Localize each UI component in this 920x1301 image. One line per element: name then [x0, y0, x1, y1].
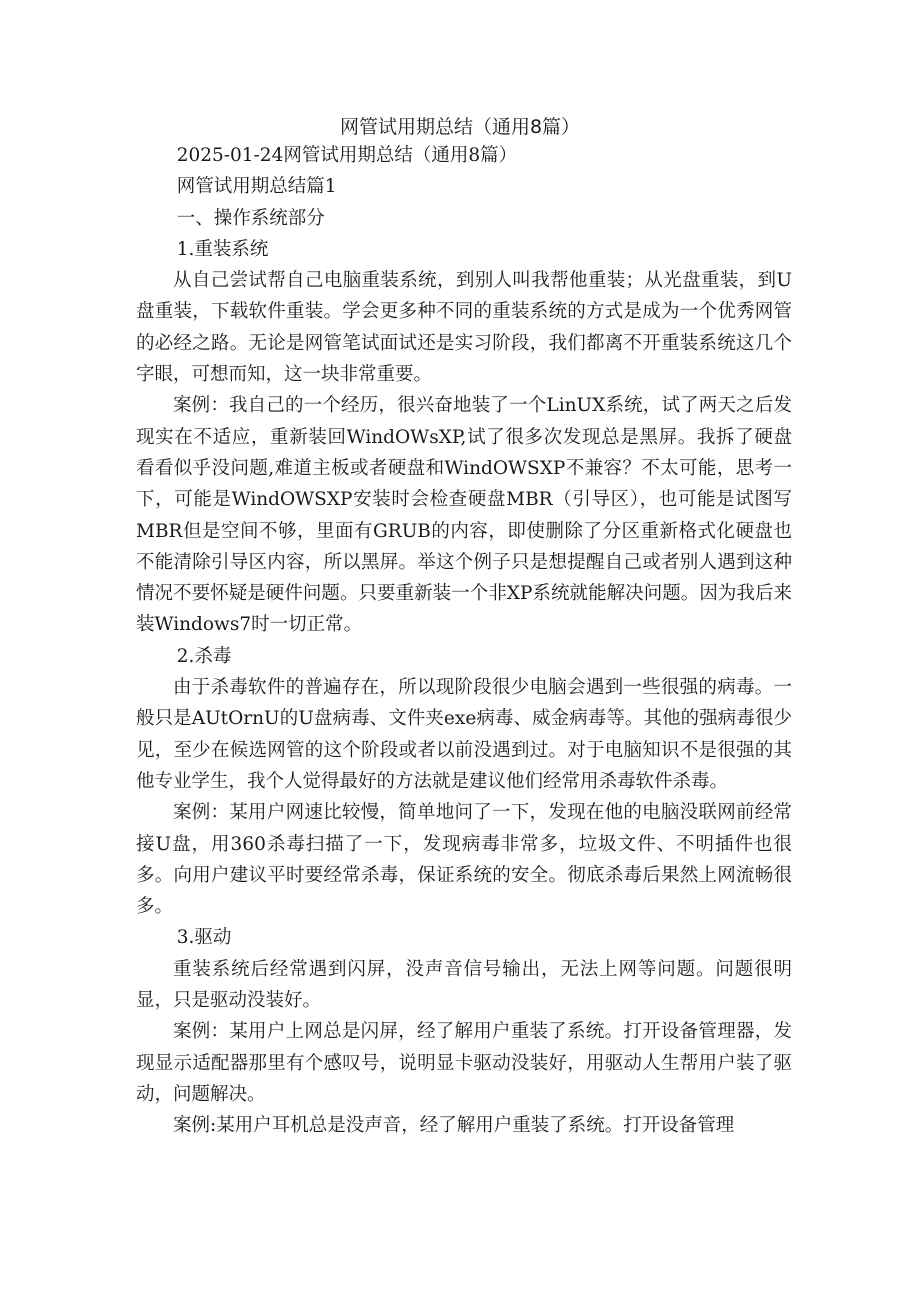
- subheading-driver: 3.驱动: [176, 927, 232, 949]
- section-title: 网管试用期总结篇1: [176, 176, 337, 198]
- subheading-antivirus: 2.杀毒: [176, 645, 232, 667]
- subheading-reinstall: 1.重装系统: [176, 238, 269, 260]
- document-title: 网管试用期总结（通用8篇）: [339, 116, 581, 138]
- paragraph: 由于杀毒软件的普遍存在，所以现阶段很少电脑会遇到一些很强的病毒。一般只是AUtOrnU的U盘病毒、文件夹exe病毒、威金病毒等。其他的强病毒很少见，至少在候选网管的这个阶段或者以前没遇到过。对于电脑知识不是很强的其他专业学生，我个人觉得最好的方法就是建议他们经常用杀毒软件杀毒。: [136, 677, 792, 792]
- paragraph: 重装系统后经常遇到闪屏，没声音信号输出，无法上网等问题。问题很明显，只是驱动没装好。: [136, 958, 792, 1012]
- document-body: [136, 140, 792, 1142]
- paragraph: 案例：某用户网速比较慢，简单地问了一下，发现在他的电脑没联网前经常接U盘，用360杀毒扫描了一下，发现病毒非常多，垃圾文件、不明插件也很多。向用户建议平时要经常杀毒，保证系统的安全。彻底杀毒后果然上网流畅很多。: [136, 802, 792, 918]
- date-line: 2025-01-24网管试用期总结（通用8篇）: [176, 145, 518, 166]
- paragraph: 案例:某用户耳机总是没声音，经了解用户重装了系统。打开设备管理: [173, 1115, 735, 1137]
- paragraph: 案例：某用户上网总是闪屏，经了解用户重装了系统。打开设备管理器，发现显示适配器那里有个感叹号，说明显卡驱动没装好，用驱动人生帮用户装了驱动，问题解决。: [136, 1021, 792, 1105]
- paragraph: 案例：我自己的一个经历，很兴奋地装了一个LinUX系统，试了两天之后发现实在不适应，重新装回WindOWsXP,试了很多次发现总是黑屏。我拆了硬盘看看似乎没问题,难道主板或者硬盘和WindOWSXP不兼容？不太可能，思考一下，可能是WindOWSXP安装时会检查硬盘MBR（引导区），也可能是试图写MBR但是空间不够，里面有GRUB的内容，即使删除了分区重新格式化硬盘也不能清除引导区内容，所以黑屏。举这个例子只是想提醒自己或者别人遇到这种情况不要怀疑是硬件问题。只要重新装一个非XP系统就能解决问题。因为我后来装Windows7时一切正常。: [136, 395, 792, 636]
- part-heading: 一、操作系统部分: [176, 207, 325, 229]
- paragraph: 从自己尝试帮自己电脑重装系统，到别人叫我帮他重装；从光盘重装，到U盘重装，下载软件重装。学会更多种不同的重装系统的方式是成为一个优秀网管的必经之路。无论是网管笔试面试还是实习阶段，我们都离不开重装系统这几个字眼，可想而知，这一块非常重要。: [136, 270, 792, 386]
